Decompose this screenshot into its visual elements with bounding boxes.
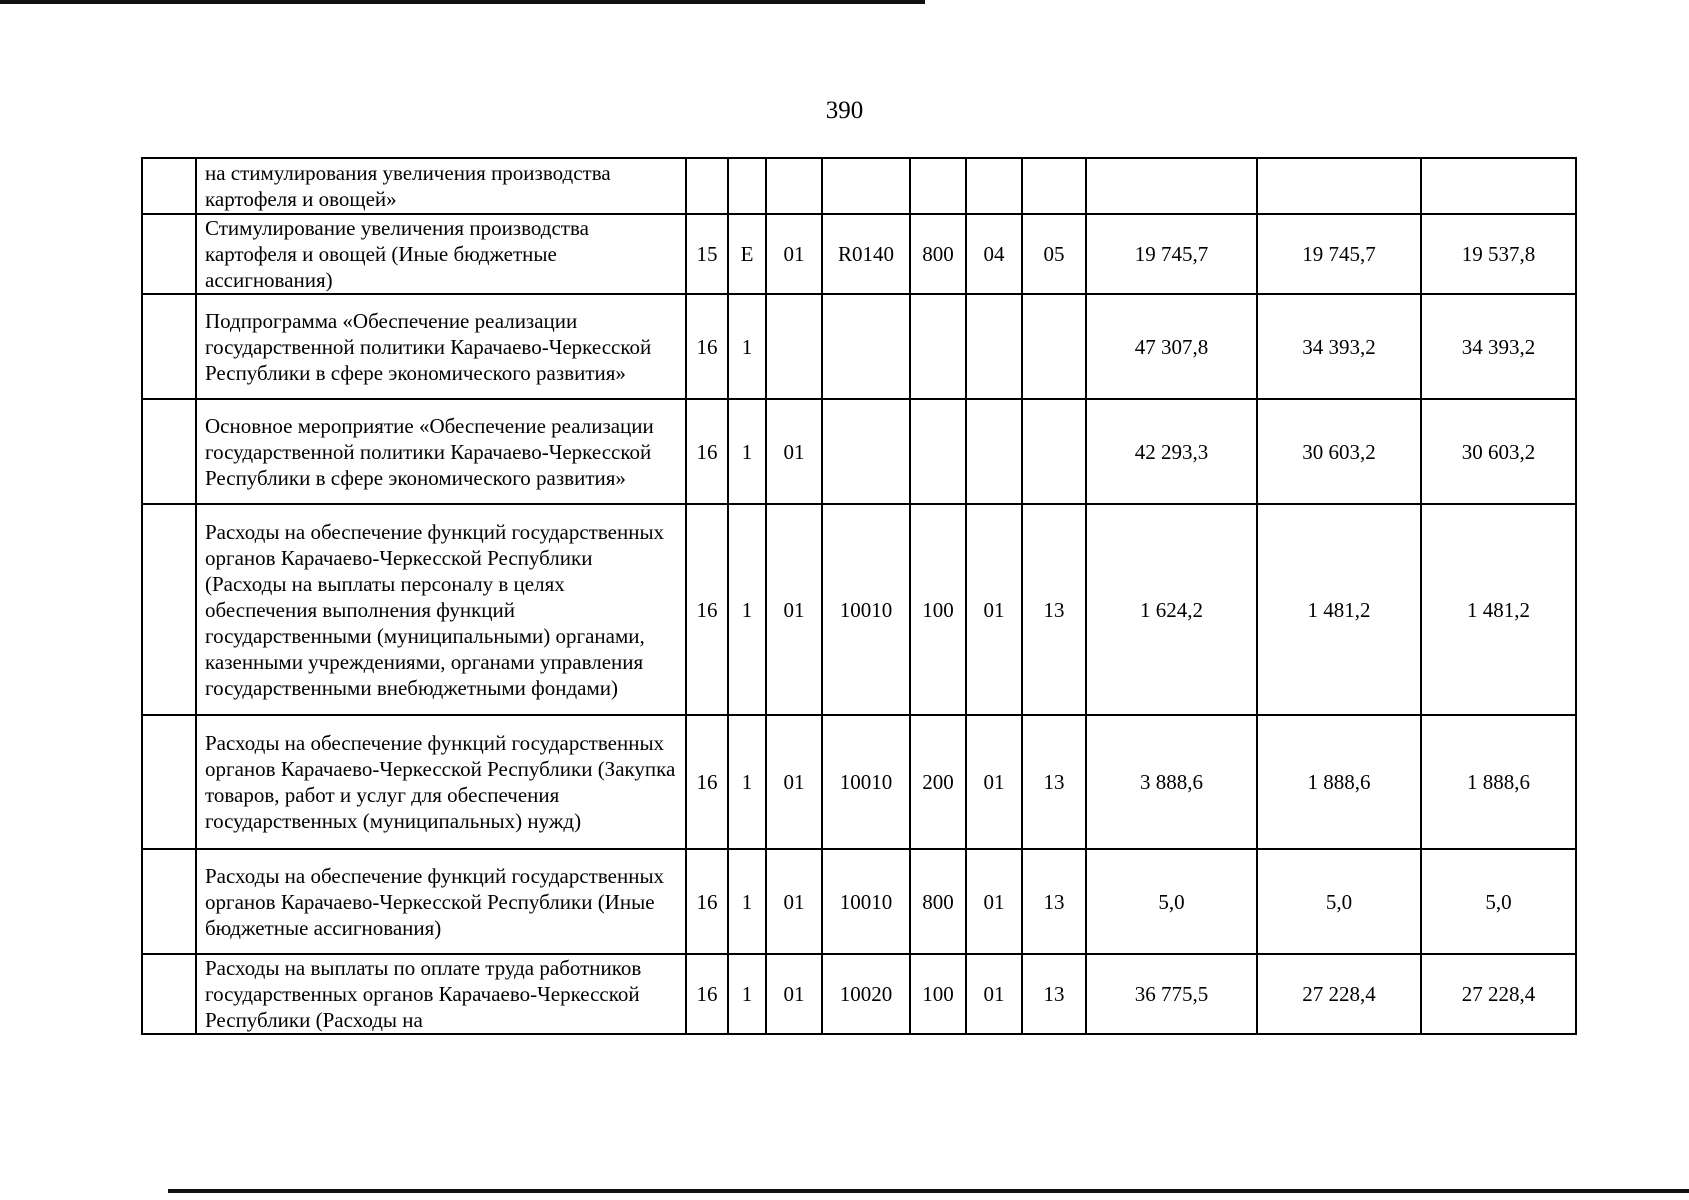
program-code-cell: 16 xyxy=(686,504,728,715)
program-code-cell xyxy=(686,158,728,214)
amount-year1-cell: 5,0 xyxy=(1086,849,1257,954)
direction-code-cell xyxy=(822,399,910,504)
expense-name-cell: Расходы на обеспечение функций государственных органов Карачаево-Черкесской Республики (Расходы на выплаты персоналу в целях обеспечения выполнения функций государственными (муниципальными) органами, казенными учреждениями, органами управления государственными внебюджетными фондами) xyxy=(196,504,686,715)
amount-year3-cell: 30 603,2 xyxy=(1421,399,1576,504)
section-cell: 01 xyxy=(966,504,1022,715)
section-cell xyxy=(966,399,1022,504)
amount-year3-cell xyxy=(1421,158,1576,214)
subprogram-code-cell: 1 xyxy=(728,504,766,715)
table-row xyxy=(142,399,1576,504)
amount-year2-cell: 1 888,6 xyxy=(1257,715,1421,849)
bottom-scan-border xyxy=(168,1189,1689,1193)
amount-year1-cell xyxy=(1086,158,1257,214)
program-code-cell: 15 xyxy=(686,214,728,294)
expense-type-cell: 100 xyxy=(910,954,966,1034)
row-number-cell xyxy=(142,294,196,399)
expense-name-cell: Стимулирование увеличения производства картофеля и овощей (Иные бюджетные ассигнования) xyxy=(196,214,686,294)
subsection-cell xyxy=(1022,158,1086,214)
section-cell: 01 xyxy=(966,849,1022,954)
expense-type-cell: 100 xyxy=(910,504,966,715)
amount-year1-cell: 42 293,3 xyxy=(1086,399,1257,504)
amount-year2-cell: 30 603,2 xyxy=(1257,399,1421,504)
amount-year2-cell: 5,0 xyxy=(1257,849,1421,954)
expense-type-cell xyxy=(910,399,966,504)
table-row xyxy=(142,504,1576,715)
subsection-cell xyxy=(1022,399,1086,504)
direction-code-cell: 10010 xyxy=(822,849,910,954)
row-number-cell xyxy=(142,504,196,715)
direction-code-cell: 10010 xyxy=(822,504,910,715)
program-code-cell: 16 xyxy=(686,715,728,849)
amount-year3-cell: 27 228,4 xyxy=(1421,954,1576,1034)
expense-name-cell: Расходы на выплаты по оплате труда работников государственных органов Карачаево-Черкесской Республики (Расходы на xyxy=(196,954,686,1034)
subprogram-code-cell: 1 xyxy=(728,715,766,849)
budget-table xyxy=(141,157,1577,1035)
amount-year1-cell: 1 624,2 xyxy=(1086,504,1257,715)
table-row xyxy=(142,954,1576,1034)
expense-type-cell: 800 xyxy=(910,849,966,954)
table-row xyxy=(142,715,1576,849)
activity-code-cell xyxy=(766,294,822,399)
row-number-cell xyxy=(142,399,196,504)
amount-year2-cell xyxy=(1257,158,1421,214)
table-row xyxy=(142,158,1576,214)
expense-name-cell: Расходы на обеспечение функций государственных органов Карачаево-Черкесской Республики (Иные бюджетные ассигнования) xyxy=(196,849,686,954)
table-row xyxy=(142,294,1576,399)
subsection-cell: 13 xyxy=(1022,715,1086,849)
expense-type-cell: 800 xyxy=(910,214,966,294)
expense-name-cell: Подпрограмма «Обеспечение реализации государственной политики Карачаево-Черкесской Республики в сфере экономического развития» xyxy=(196,294,686,399)
activity-code-cell: 01 xyxy=(766,504,822,715)
subprogram-code-cell: 1 xyxy=(728,294,766,399)
activity-code-cell: 01 xyxy=(766,399,822,504)
subsection-cell: 13 xyxy=(1022,849,1086,954)
amount-year2-cell: 1 481,2 xyxy=(1257,504,1421,715)
subprogram-code-cell: Е xyxy=(728,214,766,294)
row-number-cell xyxy=(142,954,196,1034)
program-code-cell: 16 xyxy=(686,294,728,399)
direction-code-cell: R0140 xyxy=(822,214,910,294)
section-cell: 01 xyxy=(966,954,1022,1034)
subprogram-code-cell xyxy=(728,158,766,214)
budget-table-body xyxy=(142,158,1576,1034)
row-number-cell xyxy=(142,214,196,294)
amount-year3-cell: 1 481,2 xyxy=(1421,504,1576,715)
activity-code-cell: 01 xyxy=(766,715,822,849)
row-number-cell xyxy=(142,158,196,214)
subprogram-code-cell: 1 xyxy=(728,399,766,504)
section-cell: 01 xyxy=(966,715,1022,849)
subsection-cell: 13 xyxy=(1022,504,1086,715)
expense-type-cell xyxy=(910,158,966,214)
amount-year2-cell: 34 393,2 xyxy=(1257,294,1421,399)
subsection-cell: 13 xyxy=(1022,954,1086,1034)
amount-year1-cell: 3 888,6 xyxy=(1086,715,1257,849)
amount-year1-cell: 36 775,5 xyxy=(1086,954,1257,1034)
activity-code-cell: 01 xyxy=(766,214,822,294)
direction-code-cell xyxy=(822,294,910,399)
section-cell xyxy=(966,158,1022,214)
amount-year3-cell: 1 888,6 xyxy=(1421,715,1576,849)
expense-type-cell xyxy=(910,294,966,399)
activity-code-cell: 01 xyxy=(766,954,822,1034)
expense-name-cell: Расходы на обеспечение функций государственных органов Карачаево-Черкесской Республики (Закупка товаров, работ и услуг для обеспечения государственных (муниципальных) нужд) xyxy=(196,715,686,849)
section-cell xyxy=(966,294,1022,399)
expense-name-cell: Основное мероприятие «Обеспечение реализации государственной политики Карачаево-Черкесской Республики в сфере экономического развития» xyxy=(196,399,686,504)
program-code-cell: 16 xyxy=(686,954,728,1034)
subsection-cell: 05 xyxy=(1022,214,1086,294)
amount-year1-cell: 19 745,7 xyxy=(1086,214,1257,294)
direction-code-cell xyxy=(822,158,910,214)
direction-code-cell: 10020 xyxy=(822,954,910,1034)
subprogram-code-cell: 1 xyxy=(728,954,766,1034)
amount-year2-cell: 19 745,7 xyxy=(1257,214,1421,294)
row-number-cell xyxy=(142,849,196,954)
amount-year2-cell: 27 228,4 xyxy=(1257,954,1421,1034)
activity-code-cell: 01 xyxy=(766,849,822,954)
activity-code-cell xyxy=(766,158,822,214)
amount-year1-cell: 47 307,8 xyxy=(1086,294,1257,399)
program-code-cell: 16 xyxy=(686,399,728,504)
subprogram-code-cell: 1 xyxy=(728,849,766,954)
amount-year3-cell: 19 537,8 xyxy=(1421,214,1576,294)
top-scan-border xyxy=(0,0,925,4)
amount-year3-cell: 34 393,2 xyxy=(1421,294,1576,399)
table-row xyxy=(142,214,1576,294)
amount-year3-cell: 5,0 xyxy=(1421,849,1576,954)
program-code-cell: 16 xyxy=(686,849,728,954)
expense-type-cell: 200 xyxy=(910,715,966,849)
direction-code-cell: 10010 xyxy=(822,715,910,849)
subsection-cell xyxy=(1022,294,1086,399)
expense-name-cell: на стимулирования увеличения производства картофеля и овощей» xyxy=(196,158,686,214)
table-row xyxy=(142,849,1576,954)
section-cell: 04 xyxy=(966,214,1022,294)
page-number: 390 xyxy=(825,97,864,124)
row-number-cell xyxy=(142,715,196,849)
